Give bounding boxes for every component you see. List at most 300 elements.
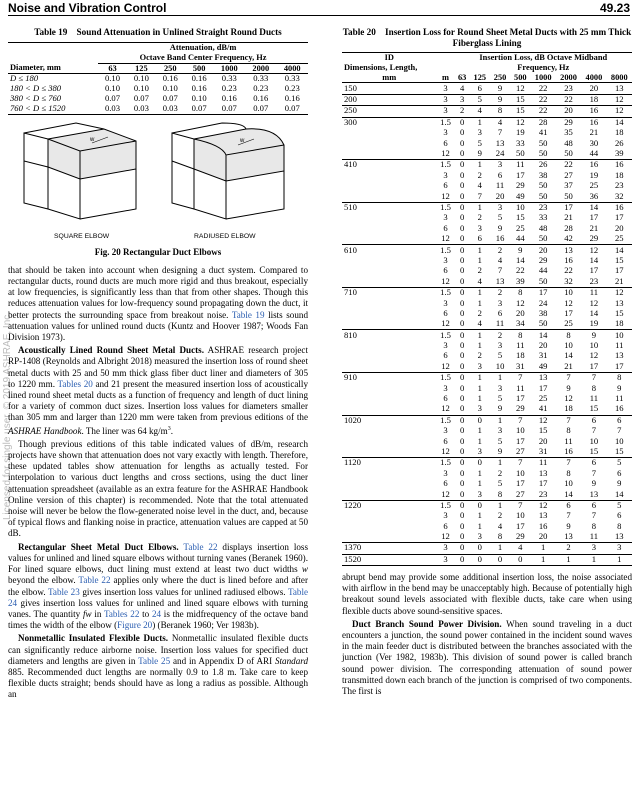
- table20-value-cell: 12: [516, 82, 525, 93]
- table20-value-cell: 6: [556, 500, 581, 511]
- table20-value-cell: 5: [477, 137, 482, 148]
- table20-value-cell: 0: [470, 500, 490, 511]
- table-row: [342, 223, 632, 233]
- table20-value-cell: 0: [455, 287, 470, 298]
- table20-value-cell: 0: [455, 372, 470, 383]
- table20-value-cell: 50: [516, 148, 525, 159]
- table20-id-cell: [342, 138, 437, 148]
- table20-value-cell: 13: [589, 488, 599, 499]
- table20-id-cell: [342, 404, 437, 415]
- table19-value-cell: 0.03: [104, 102, 121, 113]
- table20-value-cell: 19: [516, 127, 525, 138]
- table20-id-cell: 250: [342, 106, 437, 117]
- table20-value-cell: 9: [497, 445, 503, 456]
- table20-value-cell: 13: [538, 467, 548, 478]
- table19-value-cell: 0.10: [191, 92, 207, 103]
- table20-value-cell: 0: [459, 520, 465, 531]
- table20-length-cell: 6: [443, 478, 448, 489]
- table-row: [342, 543, 632, 554]
- table20-value-cell: 18: [614, 169, 624, 180]
- table20-value-cell: 6: [497, 169, 503, 180]
- table20-value-cell: 1: [490, 543, 510, 554]
- table20-value-cell: 23: [614, 180, 624, 191]
- table20-value-cell: 50: [538, 148, 548, 159]
- table20-value-cell: 14: [614, 488, 624, 499]
- table20-length-cell: 3: [443, 382, 448, 393]
- table-row: [342, 489, 632, 500]
- table20-value-cell: 9: [581, 330, 606, 341]
- table20-value-cell: 1: [530, 543, 555, 554]
- table20-value-cell: 1: [607, 554, 632, 565]
- table20-length-cell: 3: [443, 510, 448, 521]
- table20-value-cell: 14: [516, 254, 525, 265]
- table20-value-cell: 8: [617, 520, 622, 531]
- table20-id-cell: [342, 256, 437, 266]
- table20-value-cell: 6: [607, 415, 632, 426]
- square-elbow-drawing: [24, 123, 136, 219]
- table20-value-cell: 10: [516, 425, 525, 436]
- table20-value-cell: 5: [607, 500, 632, 511]
- table20-value-cell: 49: [516, 190, 525, 201]
- table20-value-cell: 17: [589, 265, 599, 276]
- table20-id-cell: [342, 309, 437, 319]
- table20-value-cell: 5: [497, 212, 503, 223]
- table20-value-cell: 13: [614, 297, 624, 308]
- table20-value-cell: 13: [530, 372, 555, 383]
- table20-value-cell: 9: [510, 245, 530, 256]
- table20-value-cell: 11: [510, 160, 530, 171]
- table20-value-cell: 50: [538, 190, 548, 201]
- table20-freq-header: 63: [455, 73, 470, 83]
- table20-value-cell: 17: [516, 478, 525, 489]
- table20-value-cell: 5: [497, 435, 503, 446]
- table20-value-cell: 31: [538, 445, 548, 456]
- table20-length-cell: 3: [437, 106, 455, 117]
- table20-value-cell: 15: [614, 254, 624, 265]
- table20-value-cell: 49: [538, 360, 548, 371]
- table-row: [342, 554, 632, 565]
- table-row: [342, 341, 632, 351]
- table20-value-cell: 11: [589, 393, 599, 404]
- table20-id-cell: 610: [342, 245, 437, 256]
- table20-value-cell: 1: [490, 372, 510, 383]
- table19-group-header1: Attenuation, dB/m: [169, 43, 237, 52]
- table20-value-cell: 44: [516, 233, 525, 244]
- table20-value-cell: 26: [614, 137, 624, 148]
- table20-length-cell: 6: [443, 435, 448, 446]
- table20-value-cell: 6: [477, 233, 482, 244]
- table20-value-cell: 1: [477, 393, 482, 404]
- table20-value-cell: 38: [538, 307, 548, 318]
- table20-value-cell: 22: [516, 265, 525, 276]
- table20-length-cell: 6: [443, 307, 448, 318]
- table20-value-cell: 22: [556, 160, 581, 171]
- table20-value-cell: 0: [455, 458, 470, 469]
- table20-value-cell: 10: [589, 340, 599, 351]
- table20-value-cell: 8: [497, 488, 503, 499]
- table20-value-cell: 7: [556, 458, 581, 469]
- table20-value-cell: 0: [455, 554, 470, 565]
- table19-value-cell: 0.10: [162, 83, 178, 94]
- table20-value-cell: 3: [581, 543, 606, 554]
- table20-value-cell: 25: [614, 233, 624, 244]
- table20-value-cell: 0: [459, 137, 465, 148]
- table20-value-cell: 10: [495, 360, 505, 371]
- table20-length-cell: 12: [441, 403, 450, 414]
- table20-value-cell: 1: [470, 245, 490, 256]
- table-row: [342, 330, 632, 341]
- table19-value-cell: 0.07: [191, 102, 207, 113]
- table20-value-cell: 0: [455, 500, 470, 511]
- table20-value-cell: 9: [497, 82, 503, 93]
- tables22-link[interactable]: Tables 22: [103, 608, 140, 619]
- table20-value-cell: 4: [470, 106, 490, 117]
- table20-value-cell: 28: [564, 222, 573, 233]
- table20-value-cell: 20: [589, 82, 599, 93]
- table20-value-cell: 15: [614, 445, 624, 456]
- table-row: [342, 213, 632, 223]
- table20-value-cell: 10: [607, 330, 632, 341]
- table20-value-cell: 31: [538, 350, 548, 361]
- table20-value-cell: 3: [497, 425, 503, 436]
- table20-value-cell: 21: [564, 360, 573, 371]
- table20-value-cell: 20: [495, 190, 505, 201]
- table20-value-cell: 10: [516, 467, 525, 478]
- table20-value-cell: 13: [614, 82, 624, 93]
- tables20-link[interactable]: Tables 20: [57, 378, 93, 389]
- table20-value-cell: 3: [497, 382, 503, 393]
- table20-value-cell: 22: [556, 94, 581, 105]
- table20-value-cell: 18: [564, 403, 573, 414]
- table20-value-cell: 7: [510, 372, 530, 383]
- table20-value-cell: 2: [490, 287, 510, 298]
- table20-value-cell: 14: [607, 245, 632, 256]
- figure20-link[interactable]: Figure 20: [117, 620, 153, 631]
- table20-value-cell: 30: [589, 137, 599, 148]
- table20-value-cell: 7: [510, 415, 530, 426]
- table20-value-cell: 17: [614, 212, 624, 223]
- table20-value-cell: 12: [564, 297, 573, 308]
- license-watermark: Licensed for single user. © 2019 ASHRAE, Inc.: [2, 311, 13, 520]
- table20-id-cell: 1370: [342, 543, 437, 554]
- table20-id-cell: 1520: [342, 554, 437, 565]
- table20-value-cell: 14: [581, 202, 606, 213]
- table20-value-cell: 2: [556, 543, 581, 554]
- table20-id-cell: 300: [342, 117, 437, 128]
- table-row: [342, 298, 632, 308]
- table20-value-cell: 15: [516, 212, 525, 223]
- table20-value-cell: 3: [477, 488, 482, 499]
- table20-value-cell: 12: [589, 350, 599, 361]
- table20-value-cell: 0: [459, 403, 465, 414]
- table20-value-cell: 0: [455, 245, 470, 256]
- table20-length-cell: 6: [443, 222, 448, 233]
- table20-value-cell: 0: [470, 554, 490, 565]
- table20-id-cell: 1120: [342, 458, 437, 469]
- table20-length-cell: 1.5: [437, 245, 455, 256]
- table20-length-cell: 3: [443, 297, 448, 308]
- table-row: [342, 532, 632, 543]
- paragraph-lined-round: Acoustically Lined Round Sheet Metal Ducts. ASHRAE research project RP-1408 (Reynolds and Albright 2018) measured the insertion loss of round sheet metal ducts with 25 and 50 mm thick glass fiber duct liner and diameters of 305 to 1220 mm. Tables 20 and 21 present the measured insertion loss of acoustically lined round sheet metal ducts as a function of frequency and length of duct lining for a variety of common duct sizes. Insertion loss values for diameters smaller than 305 mm and larger than 1220 mm were taken from previous editions of the ASHRAE Handbook. The liner was 64 $kg/m^3$.: [8, 345, 308, 436]
- table20-value-cell: 3: [477, 403, 482, 414]
- table-row: [8, 104, 308, 114]
- table20-length-cell: 1.5: [437, 458, 455, 469]
- table20-value-cell: 13: [538, 510, 548, 521]
- table19-value-cell: 0.23: [284, 83, 300, 94]
- table20-value-cell: 17: [538, 478, 548, 489]
- table24-link[interactable]: Table 24: [8, 586, 309, 608]
- table20-length-cell: 3: [443, 82, 448, 93]
- table19: [8, 42, 308, 115]
- table20-value-cell: 17: [530, 287, 555, 298]
- table20-id-cell: 1020: [342, 415, 437, 426]
- table20-value-cell: 12: [581, 245, 606, 256]
- table20-value-cell: 0: [459, 254, 465, 265]
- table20-freq-header: 500: [510, 73, 530, 83]
- table19-value-cell: 0.10: [133, 73, 149, 84]
- table20-length-cell: 12: [441, 531, 450, 542]
- table20-value-cell: 29: [516, 531, 525, 542]
- table20-length-cell: 1.5: [437, 372, 455, 383]
- table20-length-cell: 1.5: [437, 160, 455, 171]
- table20-value-cell: 7: [566, 510, 571, 521]
- table20-value-cell: 19: [589, 318, 599, 329]
- table20-value-cell: 4: [510, 543, 530, 554]
- table20-value-cell: 0: [459, 233, 465, 244]
- table20-value-cell: 0: [459, 169, 465, 180]
- table20-length-cell: 3: [443, 340, 448, 351]
- table20-value-cell: 9: [617, 478, 622, 489]
- table20-value-cell: 4: [477, 318, 482, 329]
- table20-value-cell: 8: [497, 531, 503, 542]
- table20-value-cell: 27: [516, 488, 525, 499]
- table20-value-cell: 16: [607, 202, 632, 213]
- table20-value-cell: 4: [459, 82, 465, 93]
- header-title: Noise and Vibration Control: [8, 1, 167, 15]
- table20-value-cell: 12: [607, 106, 632, 117]
- table20-id-cell: [342, 436, 437, 446]
- table20-id-cell: [342, 489, 437, 500]
- table20-length-cell: 12: [441, 445, 450, 456]
- table20-value-cell: 7: [510, 500, 530, 511]
- table20-value-cell: 27: [564, 169, 573, 180]
- table20-value-cell: 12: [516, 297, 525, 308]
- table20-value-cell: 13: [495, 137, 505, 148]
- table20-value-cell: 16: [564, 254, 573, 265]
- table20-id-cell: [342, 447, 437, 458]
- table20-value-cell: 28: [530, 117, 555, 128]
- table19-link[interactable]: Table 19: [231, 309, 265, 320]
- table20-id-cell: [342, 426, 437, 436]
- table-row: [342, 372, 632, 383]
- table19-value-cell: 0.07: [253, 102, 269, 113]
- table20-value-cell: 20: [516, 307, 525, 318]
- table20-id-cell: [342, 341, 437, 351]
- table20-value-cell: 12: [510, 117, 530, 128]
- table20-value-cell: 1: [477, 382, 482, 393]
- table20-value-cell: 6: [477, 82, 482, 93]
- table23-link[interactable]: Table 23: [48, 586, 80, 597]
- table20-value-cell: 15: [614, 307, 624, 318]
- table20-value-cell: 37: [564, 180, 573, 191]
- table20-value-cell: 8: [591, 520, 597, 531]
- table-row: [342, 171, 632, 181]
- table20-value-cell: 16: [495, 233, 505, 244]
- table-row: [342, 436, 632, 446]
- table20-value-cell: 50: [538, 275, 548, 286]
- table20-value-cell: 17: [516, 393, 525, 404]
- table20-length-cell: 3: [437, 554, 455, 565]
- table20-value-cell: 1: [470, 202, 490, 213]
- table20-value-cell: 9: [490, 94, 510, 105]
- table19-value-cell: 0.07: [221, 102, 237, 113]
- table20-value-cell: 1: [477, 435, 482, 446]
- table20-value-cell: 3: [477, 531, 482, 542]
- table20-value-cell: 2: [477, 350, 482, 361]
- table20-value-cell: 0: [459, 297, 465, 308]
- table20-value-cell: 38: [538, 169, 548, 180]
- table20-value-cell: 15: [510, 94, 530, 105]
- table20-value-cell: 16: [581, 117, 606, 128]
- table20-value-cell: 2: [477, 265, 482, 276]
- table20-value-cell: 12: [607, 94, 632, 105]
- table20-title: Insertion Loss for Round Sheet Metal Ducts with 25 mm Thick Fiberglass Lining: [385, 27, 632, 48]
- table20-value-cell: 23: [589, 275, 599, 286]
- table20-value-cell: 50: [538, 137, 548, 148]
- table20-value-cell: 44: [538, 265, 548, 276]
- table19-group-header2: Octave Band Center Frequency, Hz: [98, 53, 308, 63]
- table20-value-cell: 7: [556, 372, 581, 383]
- table20-value-cell: 3: [477, 222, 482, 233]
- table20-value-cell: 6: [581, 458, 606, 469]
- table-row: [342, 160, 632, 171]
- table20-value-cell: 7: [591, 467, 597, 478]
- table20-value-cell: 3: [497, 297, 503, 308]
- table20-value-cell: 1: [490, 415, 510, 426]
- left-body-text: [8, 265, 308, 701]
- table19-value-cell: 0.10: [104, 73, 121, 84]
- table20-value-cell: 17: [516, 520, 525, 531]
- table20-id-cell: 810: [342, 330, 437, 341]
- table20-value-cell: 5: [497, 350, 503, 361]
- table20-value-cell: 29: [589, 233, 599, 244]
- table22-link-2[interactable]: Table 22: [78, 575, 111, 586]
- table20-length-cell: 3: [443, 169, 448, 180]
- table20-value-cell: 2: [497, 467, 503, 478]
- table20-length-cell: 6: [443, 520, 448, 531]
- table20-id-cell: [342, 266, 437, 276]
- table20-value-cell: 13: [556, 245, 581, 256]
- table20-value-cell: 0: [455, 202, 470, 213]
- table20-length-cell: 6: [443, 393, 448, 404]
- table20-value-cell: 35: [564, 127, 573, 138]
- table20-value-cell: 34: [516, 318, 525, 329]
- table20-value-cell: 22: [564, 265, 573, 276]
- table24-link-2[interactable]: 24: [151, 608, 162, 619]
- table20-value-cell: 0: [455, 117, 470, 128]
- table19-value-cell: 0.07: [284, 102, 300, 113]
- table20-value-cell: 9: [566, 520, 571, 531]
- table20-value-cell: 6: [617, 510, 622, 521]
- table-row: [342, 351, 632, 361]
- table19-freq-header: 125: [127, 63, 156, 74]
- table20-value-cell: 7: [591, 425, 597, 436]
- table20-id-cell: [342, 276, 437, 287]
- table20-value-cell: 13: [495, 275, 505, 286]
- table20-value-cell: 7: [617, 425, 622, 436]
- table20-value-cell: 6: [497, 307, 503, 318]
- table20-value-cell: 4: [490, 117, 510, 128]
- table20-value-cell: 3: [607, 543, 632, 554]
- table20-length-cell: 12: [441, 190, 450, 201]
- table-row: [342, 94, 632, 105]
- table25-link[interactable]: Table 25: [138, 655, 171, 666]
- table20-length-cell: 1.5: [437, 330, 455, 341]
- table20-value-cell: 0: [455, 543, 470, 554]
- table20-length-cell: 3: [443, 467, 448, 478]
- table20-value-cell: 3: [477, 127, 482, 138]
- table20-id-cell: 510: [342, 202, 437, 213]
- table20-value-cell: 41: [538, 127, 548, 138]
- table20-id-cell: [342, 298, 437, 308]
- table20-caption: [342, 27, 632, 49]
- table19-diameter-cell: D ≤ 180: [10, 73, 39, 84]
- table20-value-cell: 25: [538, 393, 548, 404]
- table20-value-cell: 0: [470, 458, 490, 469]
- table20-value-cell: 23: [538, 488, 548, 499]
- table20-length-cell: 3: [437, 543, 455, 554]
- table20-value-cell: 18: [581, 94, 606, 105]
- table19-diameter-cell: 180 < D ≤ 380: [10, 83, 62, 94]
- table-row: [342, 500, 632, 511]
- table20-value-cell: 42: [564, 233, 573, 244]
- table20-value-cell: 11: [581, 287, 606, 298]
- table20-id-header: ID: [384, 53, 394, 62]
- table20-value-cell: 18: [614, 318, 624, 329]
- table-row: [342, 447, 632, 458]
- table19-freq-header: 500: [185, 63, 214, 74]
- table20-value-cell: 25: [516, 222, 525, 233]
- table20-value-cell: 0: [459, 382, 465, 393]
- table20-value-cell: 18: [614, 127, 624, 138]
- table20-value-cell: 12: [530, 500, 555, 511]
- table19-value-cell: 0.07: [162, 92, 178, 103]
- table19-title: Sound Attenuation in Unlined Straight Round Ducts: [76, 27, 282, 37]
- table20-value-cell: 11: [615, 340, 624, 351]
- table20-value-cell: 5: [497, 393, 503, 404]
- paragraph-branch-division: Duct Branch Sound Power Division. When sound traveling in a duct encounters a junction, the sound power contained in the incident sound waves in the main feeder duct is distributed between the branches associated with the junction (Ver 1982, 1983b). This division of sound power is called branch sound power division. The corresponding attenuation of sound power transmitted down each branch of the junction is comprised of two components. The first is: [342, 618, 632, 696]
- table20-value-cell: 50: [538, 180, 548, 191]
- table-row: [342, 83, 632, 94]
- table20-value-cell: 1: [477, 254, 482, 265]
- table20-id-cell: 150: [344, 82, 357, 93]
- table20-value-cell: 8: [607, 372, 632, 383]
- table20-value-cell: 24: [538, 297, 548, 308]
- table20-value-cell: 1: [477, 340, 482, 351]
- table20-value-cell: 2: [477, 169, 482, 180]
- table20-unit-mm: mm: [342, 73, 437, 83]
- table20-value-cell: 48: [538, 222, 548, 233]
- table20-value-cell: 20: [530, 245, 555, 256]
- table20-value-cell: 20: [556, 106, 581, 117]
- table20-value-cell: 0: [459, 531, 465, 542]
- table22-link[interactable]: Table 22: [183, 541, 218, 552]
- table20-value-cell: 0: [459, 445, 465, 456]
- table19-value-cell: 0.16: [253, 92, 269, 103]
- table20-value-cell: 11: [564, 435, 573, 446]
- table20-id-cell: [342, 213, 437, 223]
- table20-value-cell: 33: [516, 137, 525, 148]
